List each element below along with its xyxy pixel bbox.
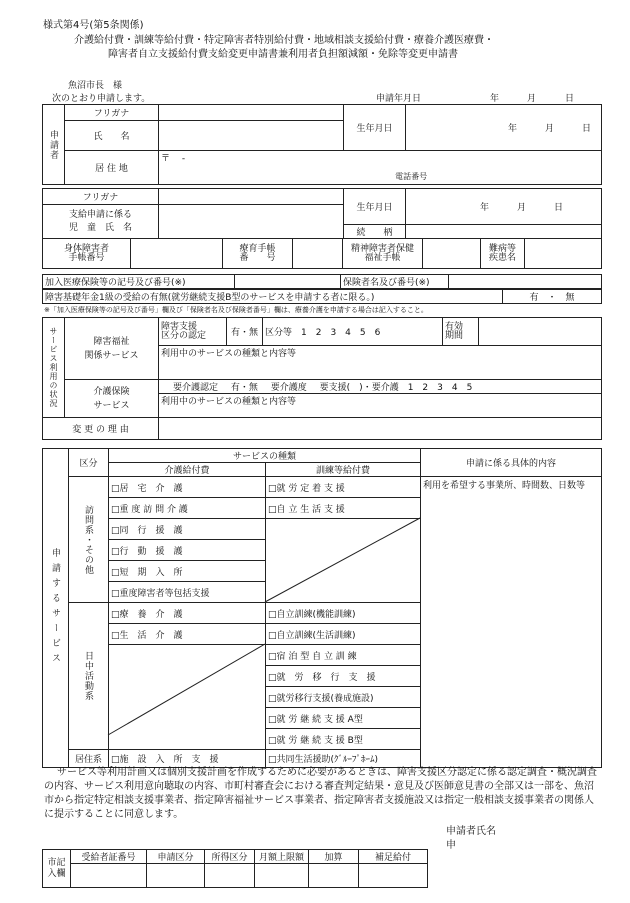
office-val-0[interactable] [71, 864, 147, 888]
birthdate-field[interactable] [406, 105, 602, 151]
physical-handbook-label: 身体障害者 手帳番号 [43, 239, 131, 269]
live-kunren[interactable]: □共同生活援助(ｸﾞﾙｰﾌﾟﾎｰﾑ) [266, 750, 421, 768]
insurer-input[interactable] [449, 275, 602, 289]
welfare-current-services[interactable]: 利用中のサービスの種類と内容等 [159, 346, 602, 380]
care-cert-yes-no: 有・無 [230, 383, 258, 393]
day-kunren-0[interactable]: □自立訓練(機能訓練) [266, 603, 421, 624]
visit-kaigo-4[interactable]: □短 期 入 所 [109, 561, 266, 582]
insurance-table [42, 274, 602, 289]
child-birth-field[interactable] [406, 189, 602, 225]
rehab-handbook-input[interactable] [293, 239, 343, 269]
support-cert-yes-no[interactable]: 有・無 [227, 318, 263, 346]
services-section-label: 申請するサービス [43, 449, 69, 768]
applicant-table [42, 104, 602, 185]
pension-table [42, 289, 602, 304]
child-birth-month: 月 [517, 203, 527, 213]
child-birth-label: 生年月日 [344, 189, 406, 225]
child-name-input[interactable] [159, 205, 344, 239]
mental-handbook-label: 精神障害者保健 福祉手帳 [343, 239, 423, 269]
birth-year: 年 [508, 124, 518, 134]
support-cert-label: 障害支援 区分の認定 [159, 318, 227, 346]
visit-kunren-1[interactable]: □自 立 生 活 支 援 [266, 498, 421, 519]
address-input[interactable] [159, 151, 602, 185]
rehab-handbook-label: 療育手帳 番 号 [223, 239, 293, 269]
support-grade[interactable]: 区分等 1 2 3 4 5 6 [263, 318, 443, 346]
visit-kaigo-2[interactable]: □同 行 援 護 [109, 519, 266, 540]
day-kunren-6[interactable]: □就 労 継 続 支 援 B型 [266, 729, 421, 750]
kunren-header: 訓練等給付費 [266, 463, 421, 477]
care-cert-label: 要介護認定 [173, 383, 219, 393]
visit-kaigo-0[interactable]: □居 宅 介 護 [109, 477, 266, 498]
child-label-1: 支給申請に係る [68, 209, 132, 220]
pension-yes-no[interactable]: 有 ・ 無 [503, 290, 602, 304]
live-category: 居住系 [69, 750, 109, 768]
kubun-header: 区分 [69, 449, 109, 477]
office-col-0: 受給者証番号 [71, 850, 147, 864]
birth-day: 日 [582, 124, 592, 134]
day-kaigo-0[interactable]: □療 養 介 護 [109, 603, 266, 624]
detail-header: 申請に係る具体的内容 [421, 449, 602, 477]
office-table [42, 849, 428, 888]
services-table [42, 448, 602, 768]
consent-text: サービス等利用計画又は個別支援計画を作成するために必要があるときは、障害支援区分認定に係る認定調査・概況調査の内容、サービス利用意向聴取の内容、市町村審査会における審査判定結果・意見及び医師意見書の全部又は一部を、魚沼市から指定特定相談支援事業者、指定障害福祉サービス事業者、指定障害者支援施設又は指定一般相談支援事業者の関係人に提示することに同意します。 [44, 767, 597, 820]
day-kunren-3[interactable]: □就 労 移 行 支 援 [266, 666, 421, 687]
phone-label: 電話番号 [395, 172, 428, 181]
kaigo-header: 介護給付費 [109, 463, 266, 477]
care-grades: 要支援( )・要介護 1 2 3 4 5 [319, 383, 473, 393]
relation-label: 続 柄 [344, 225, 406, 239]
postal-mark: 〒 - [161, 154, 186, 164]
insurance-note: ※「加入医療保険等の記号及び番号」欄及び「保険者名及び保険者番号」欄は、療養介護を申請する場合は記入すること。 [44, 306, 428, 314]
intro-text: 次のとおり申請します。 [52, 94, 151, 104]
child-birth-day: 日 [554, 203, 564, 213]
office-col-4: 加算 [309, 850, 359, 864]
change-reason-label: 変 更 の 理 由 [43, 418, 159, 440]
usage-section-label: サービス利用の状況 [43, 318, 65, 418]
care-current-services[interactable]: 利用中のサービスの種類と内容等 [159, 394, 602, 418]
change-reason-input[interactable] [159, 418, 602, 440]
application-date-label: 申請年月日 [376, 94, 422, 104]
valid-period-label: 有効 期間 [443, 318, 479, 346]
visit-category: 訪問系・その他 [69, 477, 109, 603]
visit-kaigo-3[interactable]: □行 動 援 護 [109, 540, 266, 561]
office-val-2[interactable] [205, 864, 255, 888]
insurance-number-input[interactable] [235, 275, 341, 289]
day-kunren-4[interactable]: □就労移行支援(養成施設) [266, 687, 421, 708]
child-furigana-input[interactable] [159, 189, 344, 205]
day-kaigo-1[interactable]: □生 活 介 護 [109, 624, 266, 645]
day-category: 日中活動系 [69, 603, 109, 750]
addressee: 魚沼市長 様 [68, 81, 123, 91]
applicant-section-label: 申請者 [43, 105, 65, 185]
child-name-label [43, 205, 159, 239]
date-month: 月 [527, 94, 537, 104]
disease-label: 難病等 疾患名 [481, 239, 525, 269]
office-val-5[interactable] [359, 864, 428, 888]
insurance-number-label: 加入医療保険等の記号及び番号(※) [43, 275, 235, 289]
form-title-line2: 障害者自立支援給付費支給変更申請書兼利用者負担額減額・免除等変更申請書 [108, 49, 458, 60]
name-label: 氏 名 [65, 121, 159, 151]
service-kinds-header: サービスの種類 [109, 449, 421, 463]
detail-content[interactable]: 利用を希望する事業所、時間数、日数等 [421, 477, 602, 768]
date-year: 年 [490, 94, 500, 104]
insurer-label: 保険者名及び番号(※) [341, 275, 449, 289]
office-label: 市記 入欄 [43, 850, 71, 888]
birthdate-label: 生年月日 [344, 105, 406, 151]
address-label: 居 住 地 [65, 151, 159, 185]
child-birth-year: 年 [480, 203, 490, 213]
child-label-2: 児 童 氏 名 [68, 222, 132, 233]
relation-input[interactable] [406, 225, 602, 239]
signer-label: 申請者氏名 [446, 826, 496, 837]
office-col-1: 申請区分 [147, 850, 205, 864]
services-block [42, 448, 602, 765]
office-val-3[interactable] [255, 864, 309, 888]
live-kaigo[interactable]: □施 設 入 所 支 援 [109, 750, 266, 768]
care-insurance-label: 介護保険 サービス [65, 380, 159, 418]
date-day: 日 [565, 94, 575, 104]
office-val-4[interactable] [309, 864, 359, 888]
office-col-3: 月額上限額 [255, 850, 309, 864]
visit-kunren-empty [266, 519, 421, 603]
child-table [42, 188, 602, 239]
child-furigana-label: フリガナ [43, 189, 159, 205]
office-col-2: 所得区分 [205, 850, 255, 864]
office-val-1[interactable] [147, 864, 205, 888]
pension-label: 障害基礎年金1級の受給の有無(就労継続支援B型のサービスを申請する者に限る。) [43, 290, 503, 304]
form-number: 様式第4号(第5条関係) [43, 20, 144, 31]
day-kaigo-empty [109, 645, 266, 750]
physical-handbook-input[interactable] [131, 239, 223, 269]
mental-handbook-input[interactable] [423, 239, 481, 269]
signer-mark: 申 [446, 840, 456, 851]
disease-input[interactable] [525, 239, 602, 269]
visit-kaigo-5[interactable]: □重度障害者等包括支援 [109, 582, 266, 603]
day-kunren-5[interactable]: □就 労 継 続 支 援 A型 [266, 708, 421, 729]
name-input[interactable] [159, 121, 344, 151]
office-col-5: 補足給付 [359, 850, 428, 864]
valid-period-input[interactable] [479, 318, 602, 346]
birth-month: 月 [545, 124, 555, 134]
day-kunren-2[interactable]: □宿 泊 型 自 立 訓 練 [266, 645, 421, 666]
visit-kunren-0[interactable]: □就 労 定 着 支 援 [266, 477, 421, 498]
care-cert-row[interactable] [159, 380, 602, 394]
welfare-service-label: 障害福祉 関係サービス [65, 318, 159, 380]
furigana-input[interactable] [159, 105, 344, 121]
care-level-label: 要介護度 [270, 383, 307, 393]
ids-table [42, 238, 602, 269]
visit-kaigo-1[interactable]: □重 度 訪 問 介 護 [109, 498, 266, 519]
furigana-label: フリガナ [65, 105, 159, 121]
form-title-line1: 介護給付費・訓練等給付費・特定障害者特別給付費・地域相談支援給付費・療養介護医療費・ [74, 35, 494, 46]
usage-table [42, 317, 602, 440]
day-kunren-1[interactable]: □自立訓練(生活訓練) [266, 624, 421, 645]
